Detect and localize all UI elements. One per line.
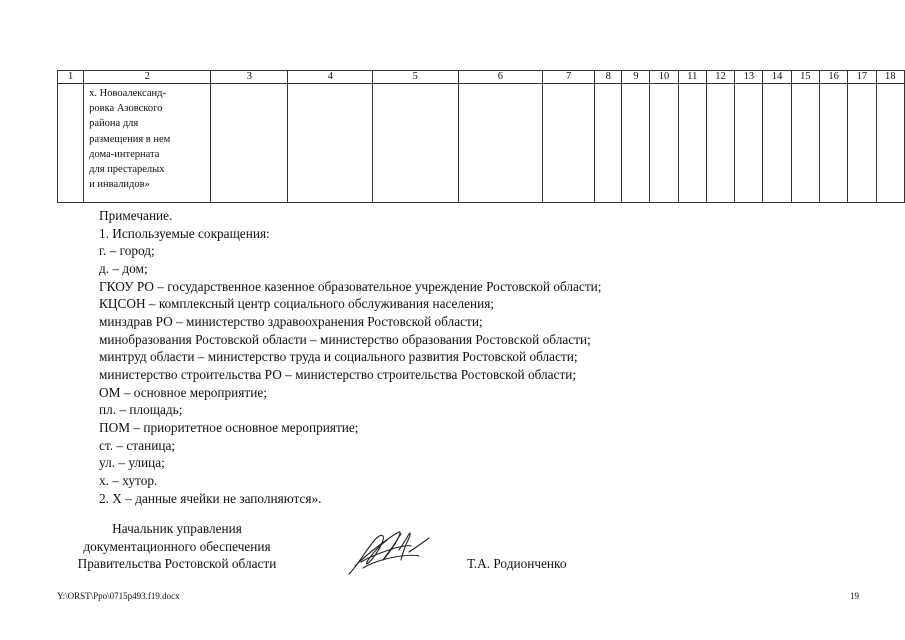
note-line: минздрав РО – министерство здравоохранения Ростовской области;: [99, 313, 483, 329]
header-cell: 10: [650, 71, 678, 84]
handwritten-signature: [343, 522, 438, 582]
header-cell: 4: [288, 71, 373, 84]
note-line: 1. Используемые сокращения:: [99, 225, 270, 241]
note-line: ст. – станица;: [99, 437, 176, 453]
cell-text-line: размещения в нем: [89, 133, 171, 145]
header-cell: 18: [876, 71, 904, 84]
header-cell: 11: [678, 71, 706, 84]
header-cell: 8: [595, 71, 622, 84]
table-cell: [58, 84, 84, 203]
table-cell: [288, 84, 373, 203]
file-path: Y:\ORST\Ppo\0715p493.f19.docx: [57, 591, 180, 601]
table-row: [58, 84, 905, 203]
note-line: ул. – улица;: [99, 455, 165, 471]
note-line: д. – дом;: [99, 260, 148, 276]
table-cell-description: [84, 84, 211, 203]
cell-text-line: и инвалидов»: [89, 179, 150, 191]
header-cell: 6: [458, 71, 543, 84]
header-cell: 5: [373, 71, 459, 84]
header-cell: 16: [819, 71, 847, 84]
position-line: Начальник управления: [112, 521, 242, 536]
cell-text-line: х. Новоалександ-: [89, 88, 167, 99]
header-cell: 7: [543, 71, 595, 84]
table-cell: [211, 84, 288, 203]
cell-text-line: для престарелых: [89, 164, 165, 176]
note-line: ОМ – основное мероприятие;: [99, 384, 267, 400]
table-cell: [791, 84, 819, 203]
note-line: пл. – площадь;: [99, 402, 183, 418]
header-cell: 3: [211, 71, 288, 84]
table-cell: [622, 84, 650, 203]
note-line: 2. Х – данные ячейки не заполняются».: [99, 490, 322, 506]
header-cell: 9: [622, 71, 650, 84]
position-line: документационного обеспечения: [83, 538, 271, 554]
note-line: г. – город;: [99, 243, 155, 259]
notes-section: [99, 207, 601, 507]
header-cell: 14: [763, 71, 791, 84]
header-cell: 12: [706, 71, 734, 84]
note-heading: Примечание.: [99, 208, 173, 223]
header-cell: 2: [84, 71, 211, 84]
table-cell: [876, 84, 904, 203]
table-header-row: [58, 71, 905, 84]
table-cell: [678, 84, 706, 203]
cell-text-line: ровка Азовского: [89, 103, 163, 115]
note-line: КЦСОН – комплексный центр социального обслуживания населения;: [99, 296, 495, 312]
table-cell: [848, 84, 876, 203]
table-cell: [543, 84, 595, 203]
header-cell: 17: [848, 71, 876, 84]
table-cell: [706, 84, 734, 203]
data-table: [57, 70, 905, 203]
cell-text-line: района для: [89, 118, 139, 130]
table-cell: [373, 84, 459, 203]
table-cell: [650, 84, 678, 203]
table-cell: [819, 84, 847, 203]
note-line: министерство строительства РО – министерство строительства Ростовской области;: [99, 366, 577, 382]
table-cell: [595, 84, 622, 203]
page-number: 19: [850, 591, 859, 601]
note-line: ПОМ – приоритетное основное мероприятие;: [99, 419, 359, 435]
signatory-position: [62, 520, 292, 573]
table-cell: [763, 84, 791, 203]
note-line: х. – хутор.: [99, 472, 158, 488]
note-line: минтруд области – министерство труда и социального развития Ростовской области;: [99, 349, 578, 365]
position-line: Правительства Ростовской области: [77, 556, 277, 572]
table-cell: [735, 84, 763, 203]
header-cell: 15: [791, 71, 819, 84]
note-line: минобразования Ростовской области – министерство образования Ростовской области;: [99, 331, 591, 347]
header-cell: 13: [735, 71, 763, 84]
signatory-name: Т.А. Родионченко: [467, 556, 567, 571]
note-line: ГКОУ РО – государственное казенное образовательное учреждение Ростовской области;: [99, 278, 602, 294]
cell-text-line: дома-интерната: [89, 148, 160, 160]
table-cell: [458, 84, 543, 203]
header-cell: 1: [58, 71, 84, 84]
